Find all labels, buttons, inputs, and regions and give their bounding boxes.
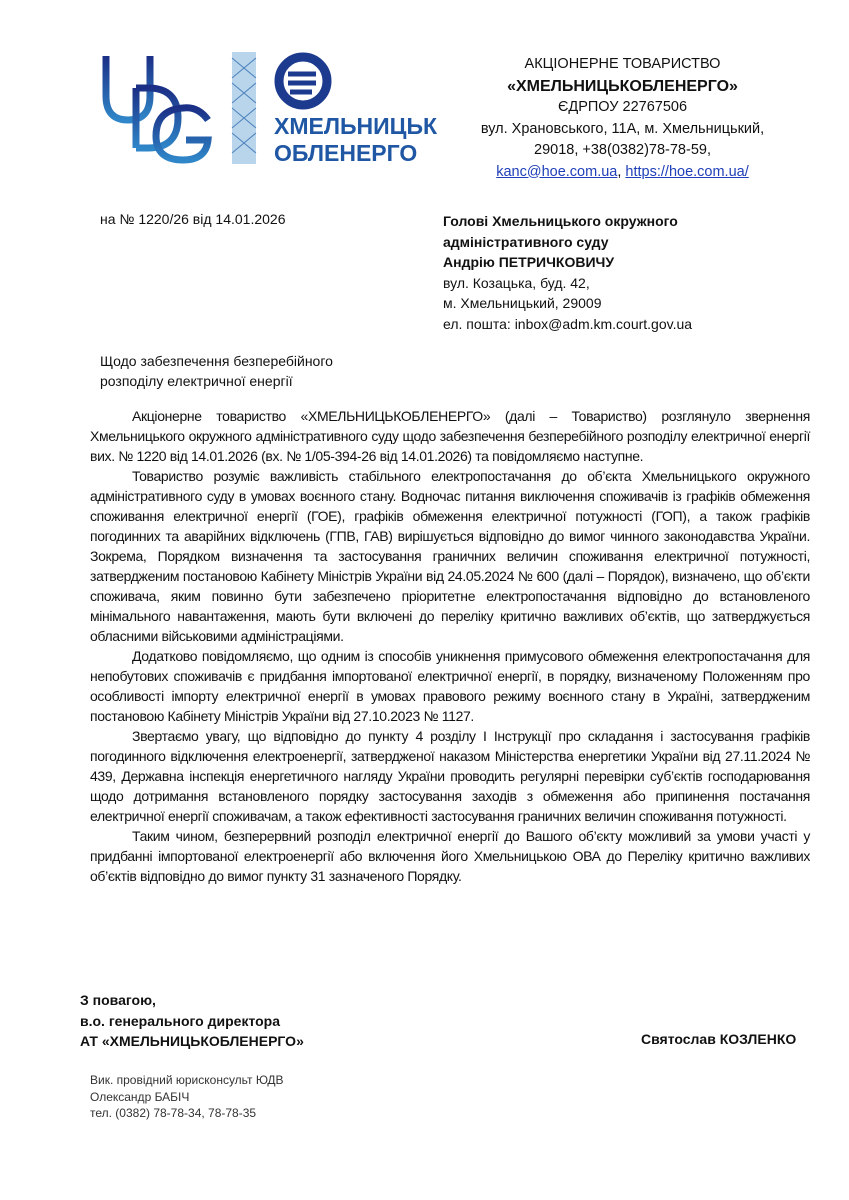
paragraph: Таким чином, безперервний розподіл електричної енергії до Вашого об’єкту можливий за умови участі у придбанні імпортованої електроенергії або включення його Хмельницькою ОВА до Переліку критично важливих об’єктів відповідно до вимог пункту 31 зазначеного Порядку. [90,828,810,884]
svg-text:ХМЕЛЬНИЦЬК: ХМЕЛЬНИЦЬК [274,113,438,139]
svg-text:ОБЛЕНЕРГО: ОБЛЕНЕРГО [274,140,418,166]
subject-line: Щодо забезпечення безперебійного [100,353,333,369]
signer-position: в.о. генерального директора [80,1012,281,1029]
signer-company: АТ «ХМЕЛЬНИЦЬКОБЛЕНЕРГО» [80,1033,304,1049]
paragraph: Акціонерне товариство «ХМЕЛЬНИЦЬКОБЛЕНЕРГО» (далі – Товариство) розглянуло звернення Хмельницького окружного адміністративного суду щодо забезпечення безперебійного розподілу електричної енергії вих. № 1220 від 14.01.2026 (вх. № 1/05-394-26 від 14.01.2026) та повідомляємо наступне. [90,408,810,464]
udg-monogram-icon [106,56,208,160]
paragraph: Звертаємо увагу, що відповідно до пункту 4 розділу I Інструкції про складання і застосування графіків погодинного відключення електроенергії, затвердженої наказом Міністерства енергетики України від 27.11.2024 № 439, Державна інспекція енергетичного нагляду України проводить регулярні перевірки суб’єктів господарювання щодо дотримання встановленого порядку застосування заходів з обмеження або припинення постачання електричної енергії споживачам, а також ефективності застосування граничних величин споживання потужності. [90,728,810,824]
signature-block [80,990,304,1052]
company-phone: 29018, +38(0382)78-78-59, [534,142,711,158]
company-address: вул. Храновського, 11А, м. Хмельницький, [480,120,765,137]
paragraph: Додатково повідомляємо, що одним із способів уникнення примусового обмеження електропостачання для непобутових споживачів є придбання імпортованої електричної енергії, в порядку, визначеному Положенням про особливості імпорту електричної енергії в умовах правового режиму воєнного стану в Україні, затвердженим постановою Кабінету Міністрів України від 27.10.2023 № 1127. [90,648,810,724]
reference-number: на № 1220/26 від 14.01.2026 [100,211,286,227]
addressee-block [443,211,692,334]
company-logo [98,48,443,168]
signer-name: Святослав КОЗЛЕНКО [641,1031,797,1047]
ornament-strip-icon [232,52,256,164]
paragraph: Товариство розуміє важливість стабільного електропостачання до об’єкта Хмельницького окружного адміністративного суду в умовах воєнного стану. Водночас питання виключення споживачів із графіків обмеження споживання електричної енергії (ГОЕ), графіків обмеження електричної потужності (ГОП), а також графіків погодинних та аварійних відключень (ГПВ, ГАВ) вирішується відповідно до вимог чинного законодавства України. Зокрема, Порядком визначення та застосування граничних величин споживання електричної потужності, затвердженим постановою Кабінету Міністрів України від 24.05.2024 № 600 (далі – Порядок), визначено, що об’єкти споживача, яким повинно бути забезпечено пріоритетне електропостачання відповідно до встановленого мінімального навантаження, мають бути включені до переліку критично важливих об’єктів, що затверджується обласними військовими адміністраціями. [90,468,810,644]
executor-phone: тел. (0382) 78-78-34, 78-78-35 [90,1106,257,1120]
company-type: АКЦІОНЕРНЕ ТОВАРИСТВО [524,56,721,72]
addressee-title: Голові Хмельницького окружного [443,213,678,229]
executor-info [90,1072,284,1122]
closing: З повагою, [80,992,156,1008]
letter-body [90,406,810,886]
subject-line: розподілу електричної енергії [100,373,293,389]
executor-position: Вик. провідний юрисконсульт ЮДВ [90,1073,284,1087]
addressee-city: м. Хмельницький, 29009 [443,295,602,311]
company-name: «ХМЕЛЬНИЦЬКОБЛЕНЕРГО» [507,77,738,95]
executor-name: Олександр БАБІЧ [90,1089,190,1104]
addressee-email: ел. пошта: inbox@adm.km.court.gov.ua [443,315,693,332]
addressee-street: вул. Козацька, буд. 42, [443,274,590,291]
company-code: ЄДРПОУ 22767506 [557,99,688,115]
website-link[interactable]: https://hoe.com.ua/ [625,163,749,180]
addressee-court: адміністративного суду [443,233,609,250]
email-link[interactable]: kanc@hoe.com.ua [496,163,618,180]
energy-emblem-icon [279,57,327,105]
separator: , [617,163,626,180]
addressee-name: Андрію ПЕТРИЧКОВИЧУ [443,254,615,270]
company-header [455,54,790,183]
subject [100,351,333,391]
